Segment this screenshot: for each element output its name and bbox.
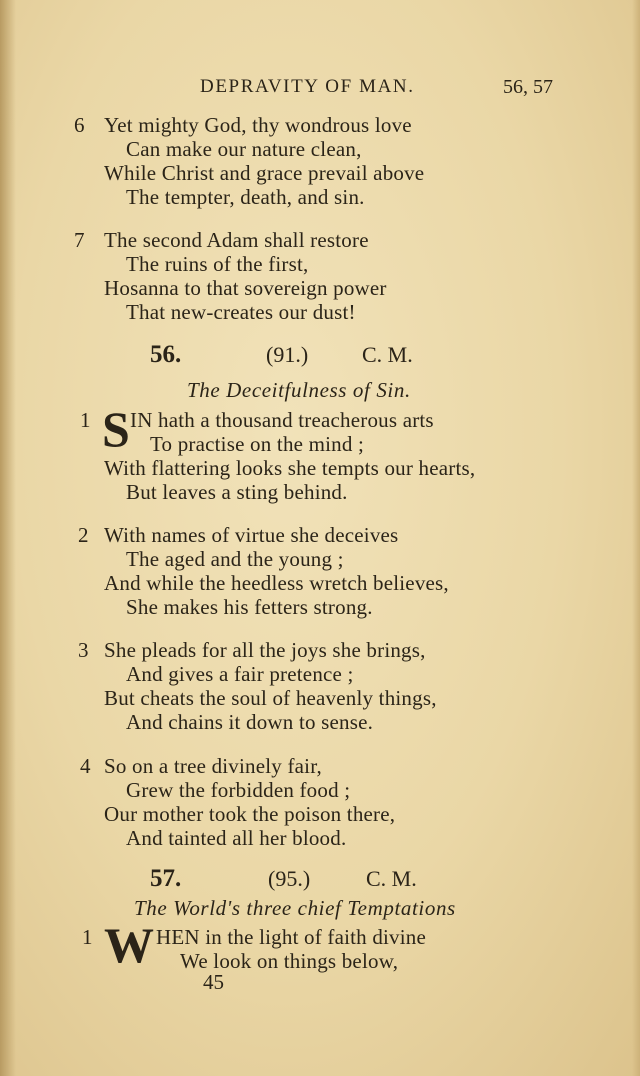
verse-line: We look on things below,: [180, 949, 399, 973]
hymn-meter: C. M.: [362, 342, 413, 367]
verse-number: 3: [78, 638, 89, 662]
page-range: 56, 57: [503, 76, 553, 98]
verse-line: But cheats the soul of heavenly things,: [104, 686, 437, 710]
verse-line: She makes his fetters strong.: [126, 595, 373, 619]
verse-number: 2: [78, 523, 89, 547]
verse-line: While Christ and grace prevail above: [104, 161, 425, 185]
verse-line: The second Adam shall restore: [104, 228, 369, 252]
verse-line: But leaves a sting behind.: [126, 480, 348, 504]
verse-line: The aged and the young ;: [126, 547, 344, 571]
verse-line: And gives a fair pretence ;: [126, 662, 354, 686]
hymn-number: 56.: [150, 341, 182, 368]
verse-line: To practise on the mind ;: [150, 432, 365, 456]
hymn-number: 57.: [150, 865, 182, 892]
verse-number: 1: [80, 408, 91, 432]
verse-line: Our mother took the poison there,: [104, 802, 396, 826]
verse-line: With names of virtue she deceives: [104, 523, 399, 547]
hymn-meter: C. M.: [366, 866, 417, 891]
verse-line: So on a tree divinely fair,: [104, 754, 322, 778]
verse-number: 6: [74, 113, 85, 137]
hymn-reference: (95.): [268, 866, 311, 891]
page-number: 45: [203, 970, 224, 994]
verse-number: 1: [82, 925, 93, 949]
drop-cap: S: [102, 401, 130, 457]
verse-line: Can make our nature clean,: [126, 137, 362, 161]
verse-line: She pleads for all the joys she brings,: [104, 638, 426, 662]
hymn-title: The Deceitfulness of Sin.: [187, 378, 411, 402]
verse-line: With flattering looks she tempts our hearts,: [104, 456, 476, 480]
hymn-reference: (91.): [266, 342, 309, 367]
hymn-title: The World's three chief Temptations: [134, 896, 456, 920]
drop-cap: W: [104, 917, 154, 973]
verse-line: The tempter, death, and sin.: [126, 185, 365, 209]
running-title: DEPRAVITY OF MAN.: [200, 76, 415, 97]
verse-line: The ruins of the first,: [126, 252, 309, 276]
verse-line: That new-creates our dust!: [126, 300, 356, 324]
verse-line: And tainted all her blood.: [126, 826, 347, 850]
verse-line: Grew the forbidden food ;: [126, 778, 351, 802]
verse-line: Hosanna to that sovereign power: [104, 276, 387, 300]
verse-line: IN hath a thousand treacherous arts: [130, 408, 434, 432]
verse-number: 7: [74, 228, 85, 252]
verse-line: HEN in the light of faith divine: [156, 925, 427, 949]
verse-line: And while the heedless wretch believes,: [104, 571, 449, 595]
verse-number: 4: [80, 754, 91, 778]
verse-line: And chains it down to sense.: [126, 710, 374, 734]
verse-line: Yet mighty God, thy wondrous love: [104, 113, 412, 137]
